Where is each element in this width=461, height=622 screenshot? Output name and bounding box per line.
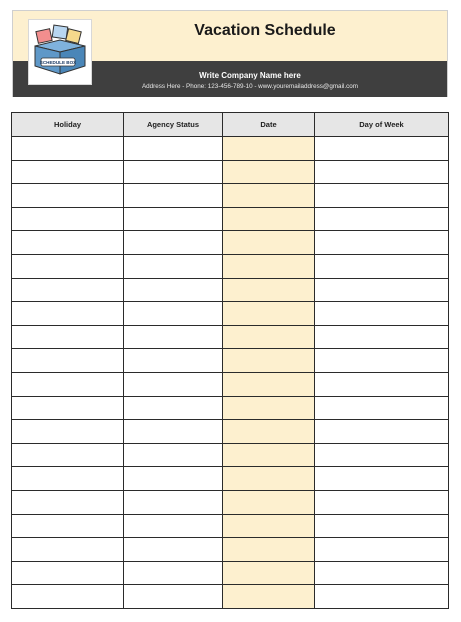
agency-status-cell[interactable] xyxy=(124,325,223,349)
day-of-week-cell[interactable] xyxy=(315,396,449,420)
agency-status-cell[interactable] xyxy=(124,160,223,184)
date-cell[interactable] xyxy=(223,325,315,349)
agency-status-cell[interactable] xyxy=(124,561,223,585)
date-cell[interactable] xyxy=(223,467,315,491)
table-row xyxy=(12,467,449,491)
table-row xyxy=(12,302,449,326)
agency-status-cell[interactable] xyxy=(124,254,223,278)
holiday-cell[interactable] xyxy=(12,231,124,255)
agency-status-cell[interactable] xyxy=(124,278,223,302)
date-cell[interactable] xyxy=(223,137,315,161)
holiday-cell[interactable] xyxy=(12,420,124,444)
day-of-week-cell[interactable] xyxy=(315,325,449,349)
holiday-cell[interactable] xyxy=(12,514,124,538)
holiday-cell[interactable] xyxy=(12,160,124,184)
holiday-cell[interactable] xyxy=(12,443,124,467)
day-of-week-cell[interactable] xyxy=(315,137,449,161)
date-cell[interactable] xyxy=(223,443,315,467)
agency-status-cell[interactable] xyxy=(124,420,223,444)
table-body xyxy=(12,137,449,609)
column-header-day-of-week: Day of Week xyxy=(315,113,449,137)
schedule-box-logo-icon xyxy=(29,20,91,84)
table-row xyxy=(12,160,449,184)
table-row xyxy=(12,325,449,349)
holiday-cell[interactable] xyxy=(12,561,124,585)
holiday-cell[interactable] xyxy=(12,585,124,609)
date-cell[interactable] xyxy=(223,490,315,514)
document-header xyxy=(12,10,448,97)
day-of-week-cell[interactable] xyxy=(315,349,449,373)
holiday-cell[interactable] xyxy=(12,538,124,562)
day-of-week-cell[interactable] xyxy=(315,160,449,184)
holiday-cell[interactable] xyxy=(12,349,124,373)
date-cell[interactable] xyxy=(223,420,315,444)
day-of-week-cell[interactable] xyxy=(315,561,449,585)
agency-status-cell[interactable] xyxy=(124,514,223,538)
table-row xyxy=(12,585,449,609)
day-of-week-cell[interactable] xyxy=(315,278,449,302)
date-cell[interactable] xyxy=(223,538,315,562)
date-cell[interactable] xyxy=(223,160,315,184)
column-header-holiday: Holiday xyxy=(12,113,124,137)
holiday-cell[interactable] xyxy=(12,372,124,396)
table-row xyxy=(12,207,449,231)
holiday-cell[interactable] xyxy=(12,184,124,208)
table-row xyxy=(12,490,449,514)
day-of-week-cell[interactable] xyxy=(315,585,449,609)
day-of-week-cell[interactable] xyxy=(315,231,449,255)
day-of-week-cell[interactable] xyxy=(315,302,449,326)
day-of-week-cell[interactable] xyxy=(315,467,449,491)
schedule-box-logo xyxy=(28,19,92,85)
table-row xyxy=(12,231,449,255)
day-of-week-cell[interactable] xyxy=(315,538,449,562)
company-name: Write Company Name here xyxy=(199,71,301,80)
day-of-week-cell[interactable] xyxy=(315,254,449,278)
table-row xyxy=(12,372,449,396)
agency-status-cell[interactable] xyxy=(124,349,223,373)
holiday-cell[interactable] xyxy=(12,302,124,326)
agency-status-cell[interactable] xyxy=(124,396,223,420)
date-cell[interactable] xyxy=(223,561,315,585)
company-address: Address Here - Phone: 123-456-789-10 - www.youremailaddress@gmail.com xyxy=(141,83,359,90)
table-row xyxy=(12,137,449,161)
table-row xyxy=(12,184,449,208)
table-row xyxy=(12,396,449,420)
day-of-week-cell[interactable] xyxy=(315,514,449,538)
agency-status-cell[interactable] xyxy=(124,372,223,396)
agency-status-cell[interactable] xyxy=(124,231,223,255)
table-row xyxy=(12,278,449,302)
date-cell[interactable] xyxy=(223,184,315,208)
agency-status-cell[interactable] xyxy=(124,184,223,208)
page-title: Vacation Schedule xyxy=(194,22,336,39)
day-of-week-cell[interactable] xyxy=(315,184,449,208)
agency-status-cell[interactable] xyxy=(124,302,223,326)
vacation-schedule-table xyxy=(11,112,449,609)
agency-status-cell[interactable] xyxy=(124,137,223,161)
holiday-cell[interactable] xyxy=(12,278,124,302)
date-cell[interactable] xyxy=(223,207,315,231)
date-cell[interactable] xyxy=(223,514,315,538)
agency-status-cell[interactable] xyxy=(124,443,223,467)
holiday-cell[interactable] xyxy=(12,325,124,349)
holiday-cell[interactable] xyxy=(12,467,124,491)
table-row xyxy=(12,443,449,467)
agency-status-cell[interactable] xyxy=(124,490,223,514)
vacation-table-wrapper xyxy=(11,112,449,609)
day-of-week-cell[interactable] xyxy=(315,443,449,467)
agency-status-cell[interactable] xyxy=(124,538,223,562)
table-row xyxy=(12,538,449,562)
date-cell[interactable] xyxy=(223,302,315,326)
date-cell[interactable] xyxy=(223,278,315,302)
table-row xyxy=(12,254,449,278)
column-header-date: Date xyxy=(223,113,315,137)
date-cell[interactable] xyxy=(223,396,315,420)
agency-status-cell[interactable] xyxy=(124,207,223,231)
agency-status-cell[interactable] xyxy=(124,585,223,609)
day-of-week-cell[interactable] xyxy=(315,420,449,444)
day-of-week-cell[interactable] xyxy=(315,207,449,231)
table-header-row xyxy=(12,113,449,137)
table-row xyxy=(12,514,449,538)
holiday-cell[interactable] xyxy=(12,254,124,278)
holiday-cell[interactable] xyxy=(12,207,124,231)
column-header-agency-status: Agency Status xyxy=(124,113,223,137)
date-cell[interactable] xyxy=(223,254,315,278)
holiday-cell[interactable] xyxy=(12,137,124,161)
date-cell[interactable] xyxy=(223,349,315,373)
table-row xyxy=(12,349,449,373)
logo-text: SCHEDULE BOX xyxy=(39,60,77,65)
day-of-week-cell[interactable] xyxy=(315,490,449,514)
date-cell[interactable] xyxy=(223,585,315,609)
day-of-week-cell[interactable] xyxy=(315,372,449,396)
agency-status-cell[interactable] xyxy=(124,467,223,491)
date-cell[interactable] xyxy=(223,372,315,396)
holiday-cell[interactable] xyxy=(12,490,124,514)
holiday-cell[interactable] xyxy=(12,396,124,420)
table-row xyxy=(12,420,449,444)
date-cell[interactable] xyxy=(223,231,315,255)
table-row xyxy=(12,561,449,585)
